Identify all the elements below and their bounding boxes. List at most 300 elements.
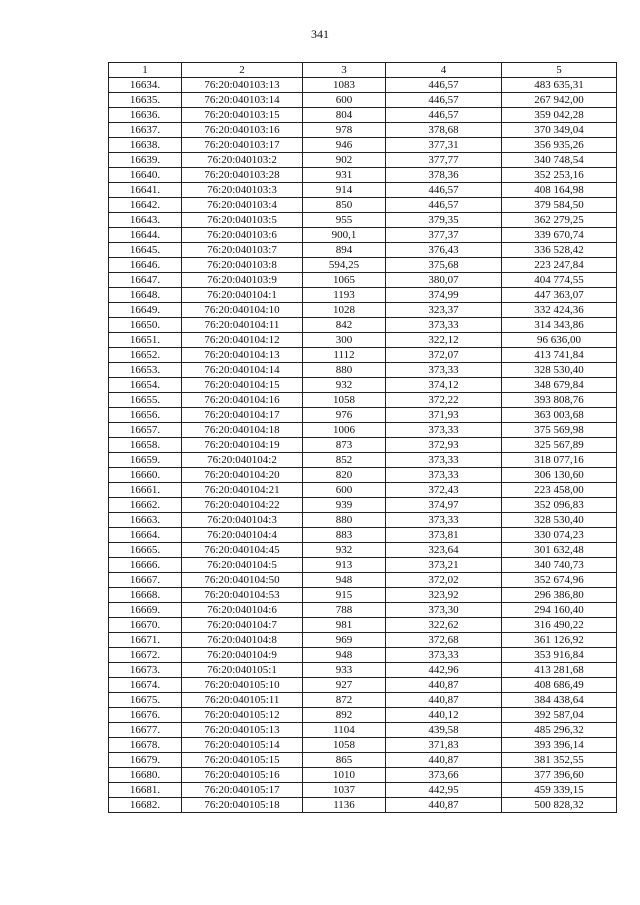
row-number-cell: 16670. (109, 618, 182, 633)
row-number-cell: 16646. (109, 258, 182, 273)
table-row (109, 633, 617, 648)
table-row (109, 678, 617, 693)
value-cell: 301 632,48 (502, 543, 617, 558)
rate-cell: 323,37 (386, 303, 502, 318)
table-row (109, 543, 617, 558)
value-cell: 408 686,49 (502, 678, 617, 693)
rate-cell: 373,33 (386, 363, 502, 378)
area-cell: 932 (303, 543, 386, 558)
cadastral-number-cell: 76:20:040105:16 (182, 768, 303, 783)
value-cell: 392 587,04 (502, 708, 617, 723)
row-number-cell: 16641. (109, 183, 182, 198)
row-number-cell: 16635. (109, 93, 182, 108)
value-cell: 408 164,98 (502, 183, 617, 198)
rate-cell: 373,81 (386, 528, 502, 543)
table-row (109, 213, 617, 228)
rate-cell: 375,68 (386, 258, 502, 273)
area-cell: 946 (303, 138, 386, 153)
area-cell: 804 (303, 108, 386, 123)
table-row (109, 168, 617, 183)
table-row (109, 528, 617, 543)
area-cell: 915 (303, 588, 386, 603)
row-number-cell: 16679. (109, 753, 182, 768)
table-row (109, 153, 617, 168)
area-cell: 969 (303, 633, 386, 648)
row-number-cell: 16640. (109, 168, 182, 183)
table-body (109, 78, 617, 813)
row-number-cell: 16653. (109, 363, 182, 378)
value-cell: 294 160,40 (502, 603, 617, 618)
cadastral-number-cell: 76:20:040104:11 (182, 318, 303, 333)
cadastral-number-cell: 76:20:040104:16 (182, 393, 303, 408)
rate-cell: 373,33 (386, 513, 502, 528)
value-cell: 413 281,68 (502, 663, 617, 678)
table-row (109, 363, 617, 378)
table-row (109, 738, 617, 753)
rate-cell: 323,92 (386, 588, 502, 603)
row-number-cell: 16654. (109, 378, 182, 393)
row-number-cell: 16667. (109, 573, 182, 588)
table-row (109, 288, 617, 303)
value-cell: 325 567,89 (502, 438, 617, 453)
cadastral-number-cell: 76:20:040105:1 (182, 663, 303, 678)
table-row (109, 198, 617, 213)
area-cell: 600 (303, 483, 386, 498)
cadastral-number-cell: 76:20:040103:28 (182, 168, 303, 183)
area-cell: 600 (303, 93, 386, 108)
value-cell: 353 916,84 (502, 648, 617, 663)
row-number-cell: 16674. (109, 678, 182, 693)
area-cell: 1058 (303, 393, 386, 408)
row-number-cell: 16638. (109, 138, 182, 153)
rate-cell: 371,93 (386, 408, 502, 423)
value-cell: 340 740,73 (502, 558, 617, 573)
row-number-cell: 16643. (109, 213, 182, 228)
row-number-cell: 16666. (109, 558, 182, 573)
table-row (109, 468, 617, 483)
rate-cell: 442,95 (386, 783, 502, 798)
rate-cell: 373,33 (386, 453, 502, 468)
row-number-cell: 16661. (109, 483, 182, 498)
row-number-cell: 16662. (109, 498, 182, 513)
area-cell: 865 (303, 753, 386, 768)
cadastral-number-cell: 76:20:040103:13 (182, 78, 303, 93)
row-number-cell: 16648. (109, 288, 182, 303)
value-cell: 352 674,96 (502, 573, 617, 588)
area-cell: 948 (303, 648, 386, 663)
row-number-cell: 16656. (109, 408, 182, 423)
table-row (109, 498, 617, 513)
area-cell: 842 (303, 318, 386, 333)
value-cell: 328 530,40 (502, 513, 617, 528)
value-cell: 377 396,60 (502, 768, 617, 783)
area-cell: 1006 (303, 423, 386, 438)
table-row (109, 318, 617, 333)
cadastral-number-cell: 76:20:040104:22 (182, 498, 303, 513)
cadastral-number-cell: 76:20:040105:15 (182, 753, 303, 768)
column-header-5: 5 (502, 63, 617, 78)
table-row (109, 663, 617, 678)
row-number-cell: 16652. (109, 348, 182, 363)
value-cell: 359 042,28 (502, 108, 617, 123)
value-cell: 336 528,42 (502, 243, 617, 258)
rate-cell: 322,12 (386, 333, 502, 348)
cadastral-number-cell: 76:20:040104:2 (182, 453, 303, 468)
table-row (109, 333, 617, 348)
row-number-cell: 16678. (109, 738, 182, 753)
column-header-2: 2 (182, 63, 303, 78)
rate-cell: 374,99 (386, 288, 502, 303)
rate-cell: 372,22 (386, 393, 502, 408)
value-cell: 318 077,16 (502, 453, 617, 468)
value-cell: 352 096,83 (502, 498, 617, 513)
row-number-cell: 16658. (109, 438, 182, 453)
table-row (109, 768, 617, 783)
value-cell: 459 339,15 (502, 783, 617, 798)
area-cell: 883 (303, 528, 386, 543)
row-number-cell: 16677. (109, 723, 182, 738)
area-cell: 939 (303, 498, 386, 513)
cadastral-number-cell: 76:20:040104:53 (182, 588, 303, 603)
value-cell: 316 490,22 (502, 618, 617, 633)
rate-cell: 446,57 (386, 78, 502, 93)
rate-cell: 440,87 (386, 753, 502, 768)
area-cell: 300 (303, 333, 386, 348)
rate-cell: 377,37 (386, 228, 502, 243)
table-row (109, 93, 617, 108)
value-cell: 381 352,55 (502, 753, 617, 768)
rate-cell: 440,12 (386, 708, 502, 723)
area-cell: 880 (303, 363, 386, 378)
table-row (109, 618, 617, 633)
cadastral-number-cell: 76:20:040103:6 (182, 228, 303, 243)
cadastral-number-cell: 76:20:040104:21 (182, 483, 303, 498)
cadastral-number-cell: 76:20:040104:1 (182, 288, 303, 303)
row-number-cell: 16665. (109, 543, 182, 558)
rate-cell: 371,83 (386, 738, 502, 753)
value-cell: 330 074,23 (502, 528, 617, 543)
value-cell: 485 296,32 (502, 723, 617, 738)
area-cell: 948 (303, 573, 386, 588)
row-number-cell: 16659. (109, 453, 182, 468)
value-cell: 447 363,07 (502, 288, 617, 303)
value-cell: 314 343,86 (502, 318, 617, 333)
row-number-cell: 16655. (109, 393, 182, 408)
value-cell: 500 828,32 (502, 798, 617, 813)
cadastral-number-cell: 76:20:040104:50 (182, 573, 303, 588)
value-cell: 370 349,04 (502, 123, 617, 138)
row-number-cell: 16680. (109, 768, 182, 783)
header-row (109, 63, 617, 78)
area-cell: 976 (303, 408, 386, 423)
table-row (109, 513, 617, 528)
cadastral-number-cell: 76:20:040104:14 (182, 363, 303, 378)
table-row (109, 423, 617, 438)
row-number-cell: 16671. (109, 633, 182, 648)
rate-cell: 373,33 (386, 468, 502, 483)
row-number-cell: 16644. (109, 228, 182, 243)
table-header (109, 63, 617, 78)
value-cell: 393 396,14 (502, 738, 617, 753)
cadastral-number-cell: 76:20:040104:20 (182, 468, 303, 483)
cadastral-number-cell: 76:20:040103:2 (182, 153, 303, 168)
row-number-cell: 16650. (109, 318, 182, 333)
column-header-4: 4 (386, 63, 502, 78)
table-row (109, 708, 617, 723)
rate-cell: 373,33 (386, 648, 502, 663)
cadastral-number-cell: 76:20:040105:18 (182, 798, 303, 813)
row-number-cell: 16675. (109, 693, 182, 708)
table-row (109, 453, 617, 468)
area-cell: 1193 (303, 288, 386, 303)
cadastral-number-cell: 76:20:040105:11 (182, 693, 303, 708)
area-cell: 892 (303, 708, 386, 723)
rate-cell: 372,68 (386, 633, 502, 648)
cadastral-number-cell: 76:20:040104:6 (182, 603, 303, 618)
table-row (109, 273, 617, 288)
area-cell: 1136 (303, 798, 386, 813)
table-row (109, 798, 617, 813)
rate-cell: 446,57 (386, 108, 502, 123)
area-cell: 902 (303, 153, 386, 168)
value-cell: 379 584,50 (502, 198, 617, 213)
row-number-cell: 16663. (109, 513, 182, 528)
rate-cell: 374,97 (386, 498, 502, 513)
area-cell: 978 (303, 123, 386, 138)
cadastral-number-cell: 76:20:040103:16 (182, 123, 303, 138)
area-cell: 788 (303, 603, 386, 618)
table-row (109, 723, 617, 738)
rate-cell: 379,35 (386, 213, 502, 228)
rate-cell: 373,33 (386, 423, 502, 438)
rate-cell: 439,58 (386, 723, 502, 738)
row-number-cell: 16660. (109, 468, 182, 483)
value-cell: 328 530,40 (502, 363, 617, 378)
cadastral-number-cell: 76:20:040105:13 (182, 723, 303, 738)
cadastral-number-cell: 76:20:040105:17 (182, 783, 303, 798)
rate-cell: 380,07 (386, 273, 502, 288)
table-row (109, 483, 617, 498)
cadastral-number-cell: 76:20:040103:17 (182, 138, 303, 153)
area-cell: 927 (303, 678, 386, 693)
rate-cell: 378,36 (386, 168, 502, 183)
value-cell: 223 247,84 (502, 258, 617, 273)
table-row (109, 183, 617, 198)
rate-cell: 323,64 (386, 543, 502, 558)
table-row (109, 783, 617, 798)
table-row (109, 573, 617, 588)
area-cell: 1112 (303, 348, 386, 363)
table-row (109, 438, 617, 453)
cadastral-number-cell: 76:20:040104:13 (182, 348, 303, 363)
value-cell: 404 774,55 (502, 273, 617, 288)
area-cell: 1083 (303, 78, 386, 93)
area-cell: 850 (303, 198, 386, 213)
cadastral-number-cell: 76:20:040103:7 (182, 243, 303, 258)
cadastral-number-cell: 76:20:040104:19 (182, 438, 303, 453)
page-number: 341 (311, 27, 329, 41)
table-row (109, 303, 617, 318)
rate-cell: 373,66 (386, 768, 502, 783)
table-row (109, 378, 617, 393)
rate-cell: 442,96 (386, 663, 502, 678)
rate-cell: 373,33 (386, 318, 502, 333)
value-cell: 352 253,16 (502, 168, 617, 183)
row-number-cell: 16642. (109, 198, 182, 213)
area-cell: 872 (303, 693, 386, 708)
area-cell: 914 (303, 183, 386, 198)
rate-cell: 373,21 (386, 558, 502, 573)
table-row (109, 228, 617, 243)
cadastral-number-cell: 76:20:040104:3 (182, 513, 303, 528)
table-row (109, 693, 617, 708)
cadastral-number-cell: 76:20:040103:9 (182, 273, 303, 288)
value-cell: 363 003,68 (502, 408, 617, 423)
rate-cell: 372,93 (386, 438, 502, 453)
area-cell: 931 (303, 168, 386, 183)
row-number-cell: 16676. (109, 708, 182, 723)
cadastral-number-cell: 76:20:040105:10 (182, 678, 303, 693)
rate-cell: 377,31 (386, 138, 502, 153)
row-number-cell: 16673. (109, 663, 182, 678)
value-cell: 223 458,00 (502, 483, 617, 498)
area-cell: 594,25 (303, 258, 386, 273)
cadastral-number-cell: 76:20:040105:14 (182, 738, 303, 753)
area-cell: 1028 (303, 303, 386, 318)
value-cell: 340 748,54 (502, 153, 617, 168)
cadastral-number-cell: 76:20:040103:5 (182, 213, 303, 228)
value-cell: 306 130,60 (502, 468, 617, 483)
row-number-cell: 16651. (109, 333, 182, 348)
rate-cell: 446,57 (386, 93, 502, 108)
rate-cell: 374,12 (386, 378, 502, 393)
table-row (109, 243, 617, 258)
rate-cell: 440,87 (386, 798, 502, 813)
row-number-cell: 16645. (109, 243, 182, 258)
rate-cell: 446,57 (386, 183, 502, 198)
row-number-cell: 16672. (109, 648, 182, 663)
rate-cell: 372,07 (386, 348, 502, 363)
cadastral-number-cell: 76:20:040104:7 (182, 618, 303, 633)
rate-cell: 372,43 (386, 483, 502, 498)
value-cell: 356 935,26 (502, 138, 617, 153)
cadastral-number-cell: 76:20:040104:5 (182, 558, 303, 573)
table-row (109, 648, 617, 663)
row-number-cell: 16657. (109, 423, 182, 438)
row-number-cell: 16668. (109, 588, 182, 603)
area-cell: 1058 (303, 738, 386, 753)
rate-cell: 378,68 (386, 123, 502, 138)
value-cell: 413 741,84 (502, 348, 617, 363)
area-cell: 900,1 (303, 228, 386, 243)
cadastral-number-cell: 76:20:040104:8 (182, 633, 303, 648)
column-header-1: 1 (109, 63, 182, 78)
table-row (109, 588, 617, 603)
row-number-cell: 16649. (109, 303, 182, 318)
rate-cell: 377,77 (386, 153, 502, 168)
value-cell: 375 569,98 (502, 423, 617, 438)
row-number-cell: 16636. (109, 108, 182, 123)
value-cell: 384 438,64 (502, 693, 617, 708)
data-table (108, 62, 617, 813)
cadastral-number-cell: 76:20:040104:15 (182, 378, 303, 393)
value-cell: 348 679,84 (502, 378, 617, 393)
cadastral-number-cell: 76:20:040104:10 (182, 303, 303, 318)
area-cell: 1037 (303, 783, 386, 798)
table-row (109, 348, 617, 363)
row-number-cell: 16664. (109, 528, 182, 543)
table-row (109, 603, 617, 618)
row-number-cell: 16669. (109, 603, 182, 618)
value-cell: 361 126,92 (502, 633, 617, 648)
row-number-cell: 16634. (109, 78, 182, 93)
rate-cell: 446,57 (386, 198, 502, 213)
area-cell: 820 (303, 468, 386, 483)
area-cell: 852 (303, 453, 386, 468)
rate-cell: 372,02 (386, 573, 502, 588)
cadastral-number-cell: 76:20:040104:12 (182, 333, 303, 348)
value-cell: 393 808,76 (502, 393, 617, 408)
table-row (109, 123, 617, 138)
area-cell: 1010 (303, 768, 386, 783)
cadastral-number-cell: 76:20:040104:4 (182, 528, 303, 543)
area-cell: 894 (303, 243, 386, 258)
rate-cell: 440,87 (386, 678, 502, 693)
row-number-cell: 16637. (109, 123, 182, 138)
cadastral-number-cell: 76:20:040105:12 (182, 708, 303, 723)
area-cell: 933 (303, 663, 386, 678)
rate-cell: 322,62 (386, 618, 502, 633)
cadastral-number-cell: 76:20:040103:4 (182, 198, 303, 213)
cadastral-number-cell: 76:20:040103:3 (182, 183, 303, 198)
table-row (109, 138, 617, 153)
table-row (109, 78, 617, 93)
row-number-cell: 16681. (109, 783, 182, 798)
table-row (109, 408, 617, 423)
value-cell: 483 635,31 (502, 78, 617, 93)
table-row (109, 558, 617, 573)
table-row (109, 393, 617, 408)
table-row (109, 108, 617, 123)
cadastral-number-cell: 76:20:040103:15 (182, 108, 303, 123)
value-cell: 96 636,00 (502, 333, 617, 348)
area-cell: 880 (303, 513, 386, 528)
area-cell: 1104 (303, 723, 386, 738)
cadastral-number-cell: 76:20:040103:8 (182, 258, 303, 273)
value-cell: 332 424,36 (502, 303, 617, 318)
area-cell: 932 (303, 378, 386, 393)
cadastral-number-cell: 76:20:040104:18 (182, 423, 303, 438)
cadastral-number-cell: 76:20:040104:9 (182, 648, 303, 663)
table-row (109, 753, 617, 768)
area-cell: 873 (303, 438, 386, 453)
value-cell: 296 386,80 (502, 588, 617, 603)
table-row (109, 258, 617, 273)
area-cell: 913 (303, 558, 386, 573)
rate-cell: 376,43 (386, 243, 502, 258)
row-number-cell: 16639. (109, 153, 182, 168)
cadastral-number-cell: 76:20:040103:14 (182, 93, 303, 108)
rate-cell: 373,30 (386, 603, 502, 618)
area-cell: 955 (303, 213, 386, 228)
area-cell: 1065 (303, 273, 386, 288)
row-number-cell: 16647. (109, 273, 182, 288)
area-cell: 981 (303, 618, 386, 633)
value-cell: 267 942,00 (502, 93, 617, 108)
column-header-3: 3 (303, 63, 386, 78)
cadastral-number-cell: 76:20:040104:17 (182, 408, 303, 423)
rate-cell: 440,87 (386, 693, 502, 708)
